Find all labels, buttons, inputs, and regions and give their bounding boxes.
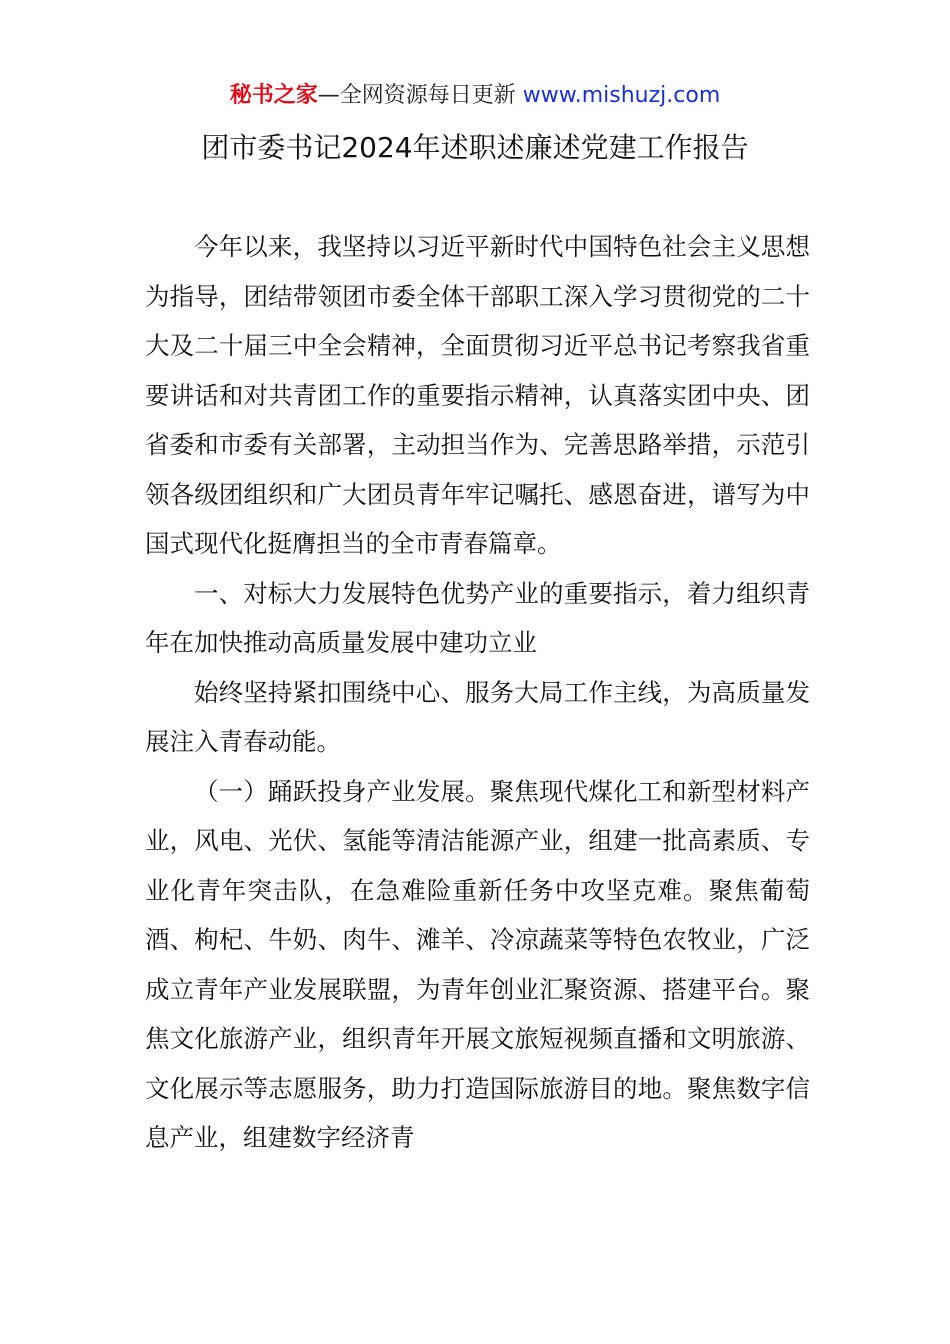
document-title: 团市委书记2024年述职述廉述党建工作报告 [201, 131, 749, 164]
paragraph-section-summary: 始终坚持紧扣围绕中心、服务大局工作主线，为高质量发展注入青春动能。 [145, 677, 810, 756]
site-tagline: —全网资源每日更新 [317, 83, 516, 108]
paragraph-subsection-1: （一）踊跃投身产业发展。聚焦现代煤化工和新型材料产业，风电、光伏、氢能等清洁能源产业，组建一批高素质、专业化青年突击队，在急难险重新任务中攻坚克难。聚焦葡萄酒、枸杞、牛奶、肉牛、滩羊、冷凉蔬菜等特色农牧业，广泛成立青年产业发展联盟，为青年创业汇聚资源、搭建平台。聚焦文化旅游产业，组织青年开展文旅短视频直播和文明旅游、文化展示等志愿服务，助力打造国际旅游目的地。聚焦数字信息产业，组建数字经济青 [145, 776, 810, 1152]
site-header [0, 80, 950, 112]
paragraph-intro: 今年以来，我坚持以习近平新时代中国特色社会主义思想为指导，团结带领团市委全体干部职工深入学习贯彻党的二十大及二十届三中全会精神，全面贯彻习近平总书记考察我省重要讲话和对共青团工作的重要指示精神，认真落实团中央、团省委和市委有关部署，主动担当作为、完善思路举措，示范引领各级团组织和广大团员青年牢记嘱托、感恩奋进，谱写为中国式现代化挺膺担当的全市青春篇章。 [145, 232, 810, 558]
site-brand: 秘书之家 [229, 83, 318, 108]
site-url-link[interactable]: www.mishuzj.com [522, 83, 721, 108]
section-heading-1: 一、对标大力发展特色优势产业的重要指示，着力组织青年在加快推动高质量发展中建功立业 [145, 578, 810, 657]
document-body [145, 222, 810, 1163]
